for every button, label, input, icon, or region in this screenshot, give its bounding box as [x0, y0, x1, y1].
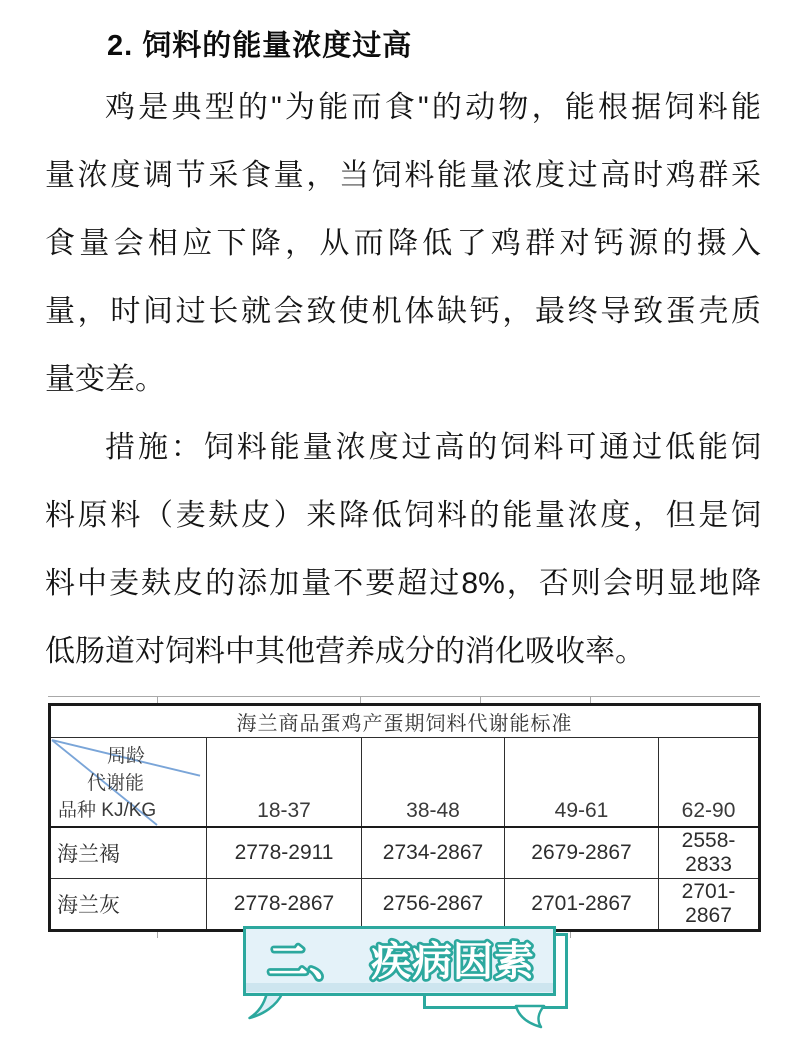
feed-energy-table-zone — [48, 703, 760, 932]
row-label: 海兰褐 — [50, 827, 207, 879]
gridline-tick — [480, 697, 481, 703]
bubble-tail-right — [516, 1006, 544, 1027]
table-row — [50, 879, 760, 931]
section-banner — [243, 926, 573, 1032]
text-line: 料中麦麸皮的添加量不要超过8%，否则会明显地降 — [45, 567, 761, 600]
text-line: 鸡是典型的"为能而食"的动物，能根据饲料能 — [105, 91, 761, 124]
corner-labels — [51, 738, 206, 824]
gridline-remnant-top — [48, 696, 760, 704]
text-line: 食量会相应下降，从而降低了鸡群对钙源的摄入 — [45, 227, 761, 260]
table-cell: 2778-2911 — [207, 827, 362, 879]
table-cell: 2778-2867 — [207, 879, 362, 931]
column-header: 18-37 — [207, 738, 362, 828]
table-corner-cell — [50, 738, 207, 828]
gridline-tick — [360, 697, 361, 703]
table-cell: 2701-2867 — [505, 879, 659, 931]
text-line: 料原料（麦麸皮）来降低饲料的能量浓度，但是饲 — [45, 499, 761, 532]
text-line: 措施：饲料能量浓度过高的饲料可通过低能饲 — [105, 431, 761, 464]
text-line: 量变差。 — [45, 363, 165, 396]
paragraph-1 — [45, 74, 761, 414]
text-line: 低肠道对饲料中其他营养成分的消化吸收率。 — [45, 635, 645, 668]
gridline-tick — [157, 697, 158, 703]
column-header: 38-48 — [362, 738, 505, 828]
gridline-tick — [590, 697, 591, 703]
row-label: 海兰灰 — [50, 879, 207, 931]
gridline-tick — [157, 932, 158, 938]
table-cell: 2756-2867 — [362, 879, 505, 931]
table-cell: 2701-2867 — [659, 879, 760, 931]
article-body — [45, 0, 761, 686]
table-cell: 2558-2833 — [659, 827, 760, 879]
text-line: 量，时间过长就会致使机体缺钙，最终导致蛋壳质 — [45, 295, 761, 328]
column-header: 49-61 — [505, 738, 659, 828]
corner-label-energy: 代谢能 — [87, 773, 145, 794]
table-row — [50, 827, 760, 879]
bubble-tail-left — [250, 993, 283, 1018]
corner-label-breed: 品种 KJ/KG — [58, 800, 157, 821]
table-cell: 2734-2867 — [362, 827, 505, 879]
column-header: 62-90 — [659, 738, 760, 828]
table-title: 海兰商品蛋鸡产蛋期饲料代谢能标准 — [50, 705, 760, 738]
banner-title: 二、 疾病因素 — [268, 940, 535, 984]
corner-label-age: 周龄 — [107, 746, 146, 767]
speech-bubble-icon — [243, 926, 573, 1032]
bubble-bottom-band — [246, 983, 553, 992]
feed-energy-table — [48, 703, 761, 932]
section-heading: 2. 饲料的能量浓度过高 — [107, 30, 413, 62]
table-cell: 2679-2867 — [505, 827, 659, 879]
text-line: 量浓度调节采食量，当饲料能量浓度过高时鸡群采 — [45, 159, 761, 192]
paragraph-2 — [45, 414, 761, 686]
